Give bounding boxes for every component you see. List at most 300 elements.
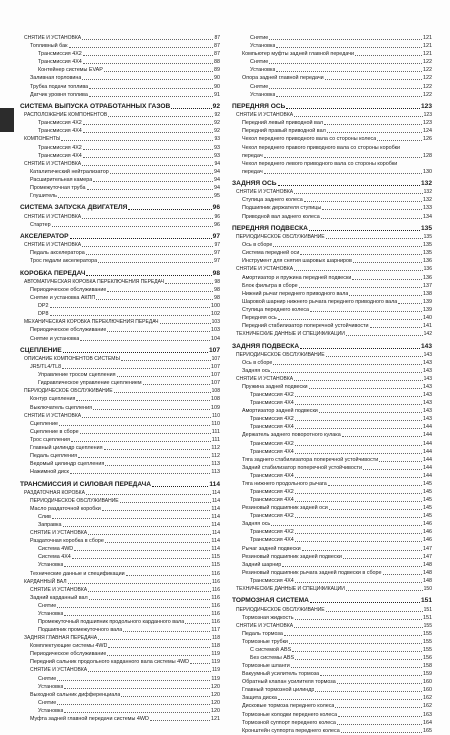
toc-entry-title: Снятие и установка xyxy=(30,335,80,342)
toc-section-heading xyxy=(232,101,432,112)
toc-entry xyxy=(232,496,432,504)
toc-entry-page: 116 xyxy=(212,578,220,585)
dot-leader xyxy=(88,534,211,535)
toc-entry xyxy=(20,403,220,411)
dot-leader xyxy=(329,509,422,510)
toc-entry xyxy=(232,282,432,290)
toc-entry xyxy=(232,249,432,257)
dot-leader xyxy=(309,230,420,231)
toc-entry xyxy=(232,111,432,119)
toc-entry xyxy=(232,605,432,613)
dot-leader xyxy=(104,71,213,72)
toc-entry-page: 144 xyxy=(423,440,432,447)
toc-entry-page: 110 xyxy=(212,412,220,419)
toc-entry-title: Педаль акселератора xyxy=(30,250,85,257)
dot-leader xyxy=(82,218,213,219)
toc-entry xyxy=(232,638,432,646)
toc-entry-title: СНЯТИЕ И УСТАНОВКА xyxy=(24,213,82,220)
toc-entry-title: Выключатель сцепления xyxy=(30,404,93,411)
toc-entry-page: 108 xyxy=(211,396,220,403)
toc-entry xyxy=(232,233,432,241)
toc-entry-page: 119 xyxy=(211,675,220,682)
toc-section-heading xyxy=(232,595,432,606)
toc-entry-page: 97 xyxy=(214,258,220,265)
toc-entry-title: Снятие и установка АКПП xyxy=(30,295,96,302)
dot-leader xyxy=(86,254,213,255)
toc-entry xyxy=(232,702,432,710)
toc-entry xyxy=(232,188,432,196)
dot-leader xyxy=(72,558,211,559)
toc-entry-page: 119 xyxy=(212,667,220,674)
toc-entry-title: Чехол переднего правого приводного вала со стороны коробки xyxy=(242,144,401,151)
toc-entry-page: 144 xyxy=(423,424,432,431)
dot-leader xyxy=(114,392,211,393)
toc-entry-title: Кронштейн суппорта переднего колеса xyxy=(242,727,340,734)
dot-leader xyxy=(294,627,423,628)
dot-leader xyxy=(315,691,422,692)
toc-entry-page: 94 xyxy=(214,176,220,183)
toc-entry-title: ТЕХНИЧЕСКИЕ ДАННЫЕ И СПЕЦИФИКАЦИИ xyxy=(236,585,345,592)
toc-entry xyxy=(232,330,432,338)
toc-entry-page: 135 xyxy=(423,242,432,249)
toc-entry-title: СНЯТИЕ И УСТАНОВКА xyxy=(236,375,294,382)
toc-entry xyxy=(232,512,432,520)
toc-entry-title: СНЯТИЕ И УСТАНОВКА xyxy=(24,412,82,419)
dot-leader xyxy=(108,116,213,117)
toc-entry-page: 135 xyxy=(423,234,432,241)
toc-entry-title: Ведомый цилиндр сцепления xyxy=(30,461,105,468)
toc-entry-title: Трансмиссия 4Х2 xyxy=(250,488,294,495)
toc-column-left xyxy=(20,34,220,723)
toc-entry-page: 139 xyxy=(423,306,432,313)
dot-leader xyxy=(295,619,422,620)
dot-leader xyxy=(319,412,422,413)
toc-entry-page: 93 xyxy=(214,152,220,159)
toc-entry xyxy=(20,586,220,594)
toc-entry xyxy=(20,529,220,537)
dot-leader xyxy=(143,384,210,385)
dot-leader xyxy=(105,465,210,466)
dot-leader xyxy=(326,356,423,357)
toc-entry xyxy=(232,678,432,686)
toc-entry xyxy=(232,204,432,212)
toc-entry xyxy=(20,578,220,586)
dot-leader xyxy=(83,132,213,133)
toc-entry-title: Выходной сальник дифференциала xyxy=(30,691,121,698)
toc-entry-title: Ступица переднего колеса xyxy=(242,306,310,313)
toc-entry xyxy=(232,257,432,265)
toc-entry-page: 143 xyxy=(423,359,432,366)
toc-entry-title: АКСЕЛЕРАТОР xyxy=(20,233,69,241)
toc-entry xyxy=(20,135,220,143)
dot-leader xyxy=(291,667,422,668)
toc-entry xyxy=(20,310,220,318)
toc-entry-page: 93 xyxy=(214,136,220,143)
dot-leader xyxy=(295,445,422,446)
dot-leader xyxy=(121,360,211,361)
toc-entry-page: 163 xyxy=(423,711,432,718)
toc-entry xyxy=(20,674,220,682)
dot-leader xyxy=(302,550,422,551)
toc-entry-page: 151 xyxy=(423,614,432,621)
toc-entry-title: Установка xyxy=(38,610,64,617)
dot-leader xyxy=(110,173,213,174)
dot-leader xyxy=(276,96,422,97)
toc-entry xyxy=(232,407,432,415)
toc-entry xyxy=(232,480,432,488)
dot-leader xyxy=(379,461,422,462)
toc-entry xyxy=(20,650,220,658)
toc-entry-page: 114 xyxy=(211,505,220,512)
toc-entry xyxy=(232,448,432,456)
toc-entry xyxy=(232,553,432,561)
dot-leader xyxy=(64,615,210,616)
toc-entry-page: 98 xyxy=(214,287,220,294)
toc-entry xyxy=(232,536,432,544)
toc-entry-title: Передний сальник продольного карданного вала системы 4WD xyxy=(30,659,190,666)
dot-leader xyxy=(70,238,212,239)
dot-leader xyxy=(294,380,423,381)
toc-entry-page: 122 xyxy=(423,91,432,98)
toc-entry-page: 146 xyxy=(423,529,432,536)
toc-entry-page: 108 xyxy=(211,388,220,395)
toc-entry xyxy=(20,379,220,387)
toc-entry xyxy=(232,520,432,528)
dot-leader xyxy=(284,635,422,636)
dot-leader xyxy=(328,485,422,486)
toc-entry-title: Трансмиссия 4Х2 xyxy=(250,513,294,520)
toc-entry-page: 120 xyxy=(211,707,220,714)
toc-entry-title: СИСТЕМА ВЫПУСКА ОТРАБОТАННЫХ ГАЗОВ xyxy=(20,103,171,111)
toc-entry-title: Тормозная жидкость xyxy=(242,614,294,621)
toc-entry-page: 114 xyxy=(211,522,220,529)
toc-entry xyxy=(20,452,220,460)
toc-section-heading xyxy=(20,231,220,242)
toc-entry xyxy=(232,561,432,569)
dot-leader xyxy=(88,591,211,592)
toc-entry-title: Расширительная камера xyxy=(30,176,93,183)
toc-entry-page: 116 xyxy=(211,610,220,617)
toc-entry xyxy=(232,314,432,322)
toc-section-heading xyxy=(20,202,220,213)
toc-entry xyxy=(20,34,220,42)
dot-leader xyxy=(102,510,211,511)
toc-entry xyxy=(20,168,220,176)
dot-leader xyxy=(76,400,210,401)
toc-entry-page: 151 xyxy=(420,597,432,605)
toc-entry xyxy=(232,34,432,42)
toc-entry-title: Сцепление xyxy=(30,420,58,427)
toc-entry-page: 122 xyxy=(423,59,432,66)
dot-leader xyxy=(355,55,422,56)
toc-entry-title: Трансмиссия 4Х4 xyxy=(250,472,294,479)
dot-leader xyxy=(80,433,211,434)
toc-entry-title: СНЯТИЕ И УСТАНОВКА xyxy=(24,160,82,167)
toc-entry-page: 122 xyxy=(423,83,432,90)
dot-leader xyxy=(346,335,423,336)
toc-entry-page: 164 xyxy=(423,719,432,726)
toc-entry xyxy=(20,691,220,699)
toc-entry-page: 136 xyxy=(423,274,432,281)
dot-leader xyxy=(383,574,422,575)
toc-entry-title: JR5/TL4/TL8 xyxy=(30,364,62,371)
toc-entry xyxy=(232,399,432,407)
dot-leader xyxy=(171,108,211,109)
dot-leader xyxy=(310,602,420,603)
toc-section-heading xyxy=(20,478,220,489)
toc-entry-page: 104 xyxy=(211,335,220,342)
toc-entry-title: Главный тормозной цилиндр xyxy=(242,687,315,694)
toc-entry-title: Тяга заднего стабилизатора поперечной устойчивости xyxy=(242,456,379,463)
toc-entry xyxy=(20,707,220,715)
dot-leader xyxy=(300,348,420,349)
toc-entry-page: 132 xyxy=(423,197,432,204)
dot-leader xyxy=(64,688,210,689)
toc-entry-title: передач xyxy=(242,152,263,159)
dot-leader xyxy=(273,246,422,247)
toc-entry-title: Подшипник промежуточного вала xyxy=(38,627,123,634)
toc-entry-page: 143 xyxy=(420,342,432,350)
toc-entry-page: 107 xyxy=(211,380,220,387)
toc-entry-title: Вакуумный усилитель тормоза xyxy=(242,671,320,678)
toc-entry-page: 96 xyxy=(212,204,220,212)
toc-entry xyxy=(232,423,432,431)
dot-leader xyxy=(185,623,210,624)
dot-leader xyxy=(82,246,213,247)
dot-leader xyxy=(80,340,210,341)
toc-entry-page: 146 xyxy=(423,537,432,544)
toc-entry xyxy=(232,50,432,58)
toc-entry xyxy=(232,415,432,423)
toc-entry-page: 96 xyxy=(214,221,220,228)
toc-entry xyxy=(20,537,220,545)
dot-leader xyxy=(343,558,422,559)
dot-leader xyxy=(289,643,422,644)
toc-entry xyxy=(20,318,220,326)
dot-leader xyxy=(98,639,211,640)
toc-entry xyxy=(232,577,432,585)
dot-leader xyxy=(63,526,211,527)
toc-entry-title: ЗАДНЯЯ ОСЬ xyxy=(232,180,277,188)
toc-entry-title: Ступица заднего колеса xyxy=(242,197,303,204)
toc-entry-title: Технические данные и спецификации xyxy=(30,570,125,577)
dot-leader xyxy=(107,655,210,656)
toc-entry-page: 110 xyxy=(211,420,220,427)
dot-leader xyxy=(282,566,422,567)
dot-leader xyxy=(82,39,213,40)
toc-entry-title: Трансмиссия 4Х4 xyxy=(250,497,294,504)
dot-leader xyxy=(70,473,210,474)
toc-entry-page: 114 xyxy=(211,546,220,553)
toc-entry-title: Тормозные трубки xyxy=(242,638,288,645)
toc-entry-title: Трансмиссия 4Х4 xyxy=(250,448,294,455)
toc-section-heading xyxy=(232,178,432,189)
page-edge-tab xyxy=(0,108,14,132)
dot-leader xyxy=(295,493,422,494)
toc-entry-page: 87 xyxy=(214,43,220,50)
toc-entry-page: 143 xyxy=(423,400,432,407)
toc-entry-title: Промежуточный подшипник продольного карданного вала xyxy=(38,619,185,625)
toc-entry-title: Резиновый подшипник задней подвески xyxy=(242,553,342,560)
toc-entry-title: Трансмиссия 4Х2 xyxy=(250,529,294,536)
toc-entry-title: Трансмиссия 4Х4 xyxy=(38,152,82,159)
toc-entry-page: 143 xyxy=(423,392,432,399)
toc-entry-page: 145 xyxy=(423,513,432,520)
toc-entry-page: 145 xyxy=(423,488,432,495)
toc-entry xyxy=(20,160,220,168)
toc-entry xyxy=(232,119,432,127)
toc-entry-title: ПЕРЕДНЯЯ ПОДВЕСКА xyxy=(232,225,308,233)
toc-entry xyxy=(232,719,432,727)
toc-entry-title: Обратный клапан усилителя тормоза xyxy=(242,679,336,686)
toc-entry-page: 145 xyxy=(423,497,432,504)
toc-entry-title: СНЯТИЕ И УСТАНОВКА xyxy=(236,189,294,196)
toc-entry-title: Система 4Х4 xyxy=(38,554,71,561)
toc-entry-title: Система передней оси xyxy=(242,250,300,257)
dot-leader xyxy=(278,185,420,186)
toc-entry xyxy=(20,561,220,569)
toc-entry-title: Ось в сборе xyxy=(242,242,273,249)
toc-entry-title: ПЕРИОДИЧЕСКОЕ ОБСЛУЖИВАНИЕ xyxy=(30,497,119,504)
dot-leader xyxy=(89,96,213,97)
dot-leader xyxy=(57,607,210,608)
toc-entry xyxy=(20,428,220,436)
toc-entry xyxy=(232,391,432,399)
toc-entry-title: Задний карданный вал xyxy=(30,594,88,601)
toc-entry-page: 114 xyxy=(209,480,220,488)
toc-entry-title: СНЯТИЕ И УСТАНОВКА xyxy=(30,667,88,674)
toc-entry xyxy=(20,111,220,119)
toc-entry-page: 120 xyxy=(211,683,220,690)
dot-leader xyxy=(322,209,422,210)
toc-entry-page: 124 xyxy=(423,128,432,135)
toc-entry xyxy=(232,504,432,512)
toc-entry-page: 144 xyxy=(423,472,432,479)
dot-leader xyxy=(64,712,210,713)
toc-entry-page: 144 xyxy=(423,448,432,455)
toc-entry-page: 114 xyxy=(212,489,220,496)
toc-entry-page: 123 xyxy=(420,103,432,111)
dot-leader xyxy=(52,226,213,227)
toc-entry-page: 145 xyxy=(423,505,432,512)
toc-section-heading xyxy=(20,267,220,278)
dot-leader xyxy=(325,79,422,80)
toc-entry xyxy=(20,192,220,200)
dot-leader xyxy=(295,453,422,454)
toc-entry xyxy=(232,298,432,306)
dot-leader xyxy=(349,295,422,296)
toc-entry-page: 114 xyxy=(211,513,220,520)
toc-entry xyxy=(20,594,220,602)
toc-entry-page: 146 xyxy=(423,521,432,528)
toc-entry-title: Установка xyxy=(38,562,64,569)
toc-entry-title: Снятие xyxy=(250,35,269,42)
toc-entry-page: 139 xyxy=(423,298,432,305)
toc-entry-title: Снятие xyxy=(38,675,57,682)
dot-leader xyxy=(83,55,213,56)
dot-leader xyxy=(338,716,422,717)
dot-leader xyxy=(88,671,211,672)
toc-entry-page: 88 xyxy=(214,59,220,66)
toc-entry-title: КОМПОНЕНТЫ xyxy=(24,136,61,143)
toc-entry xyxy=(232,630,432,638)
toc-entry-page: 148 xyxy=(423,561,432,568)
dot-leader xyxy=(69,47,214,48)
dot-leader xyxy=(108,647,210,648)
toc-entry-title: РАЗДАТОЧНАЯ КОРОБКА xyxy=(24,489,85,496)
toc-entry-page: 121 xyxy=(211,715,220,722)
toc-entry-title: Шаровой шарнир нижнего рычага переднего приводного вала xyxy=(242,298,398,305)
toc-entry-page: 92 xyxy=(214,120,220,127)
toc-entry xyxy=(232,91,432,99)
dot-leader xyxy=(86,494,211,495)
toc-entry-page: 117 xyxy=(211,627,220,634)
toc-entry-page: 136 xyxy=(423,266,432,273)
dot-leader xyxy=(309,388,422,389)
toc-entry xyxy=(20,444,220,452)
toc-entry-page: 143 xyxy=(423,375,432,382)
toc-entry-title: Чехол переднего левого приводного вала со стороны коробки xyxy=(242,160,398,167)
dot-leader xyxy=(346,590,423,591)
toc-entry-title: СЦЕПЛЕНИЕ xyxy=(20,347,62,354)
toc-entry-page: 165 xyxy=(423,727,432,734)
toc-entry-page: 160 xyxy=(423,679,432,686)
dot-leader xyxy=(121,696,210,697)
toc-entry xyxy=(232,160,432,168)
dot-leader xyxy=(59,425,210,426)
toc-entry xyxy=(232,265,432,273)
dot-leader xyxy=(165,283,214,284)
toc-entry xyxy=(232,143,432,151)
dot-leader xyxy=(295,541,422,542)
toc-entry-title: Трансмиссия 4Х4 xyxy=(38,59,82,66)
toc-entry-title: Установка xyxy=(38,683,64,690)
toc-entry xyxy=(232,58,432,66)
dot-leader xyxy=(126,575,211,576)
toc-entry-title: Трансмиссия 4Х2 xyxy=(38,144,82,151)
dot-leader xyxy=(104,449,211,450)
toc-entry-page: 107 xyxy=(211,356,220,363)
dot-leader xyxy=(160,323,211,324)
dot-leader xyxy=(276,47,422,48)
toc-entry-page: 111 xyxy=(211,428,220,435)
dot-leader xyxy=(269,63,422,64)
dot-leader xyxy=(120,502,211,503)
dot-leader xyxy=(273,364,422,365)
toc-entry xyxy=(20,715,220,723)
toc-entry-title: СНЯТИЕ И УСТАНОВКА xyxy=(24,35,82,42)
toc-entry xyxy=(20,468,220,476)
toc-entry-page: 132 xyxy=(420,180,432,188)
toc-entry-page: 120 xyxy=(211,691,220,698)
toc-entry-page: 160 xyxy=(423,687,432,694)
toc-entry-title: Амортизатор задней подвески xyxy=(242,408,318,415)
toc-entry xyxy=(232,464,432,472)
toc-entry-title: Датчик уровня топлива xyxy=(30,91,88,98)
toc-entry xyxy=(232,196,432,204)
toc-entry-page: 147 xyxy=(423,545,432,552)
toc-entry xyxy=(232,66,432,74)
toc-entry xyxy=(232,74,432,82)
toc-entry-title: Без системы ABS xyxy=(250,654,295,661)
toc-entry-page: 150 xyxy=(423,585,432,592)
toc-entry xyxy=(232,654,432,662)
toc-entry-title: Снятие xyxy=(38,699,57,706)
toc-entry-page: 120 xyxy=(211,699,220,706)
toc-entry xyxy=(20,66,220,74)
toc-entry xyxy=(20,257,220,265)
toc-entry-page: 92 xyxy=(214,128,220,135)
